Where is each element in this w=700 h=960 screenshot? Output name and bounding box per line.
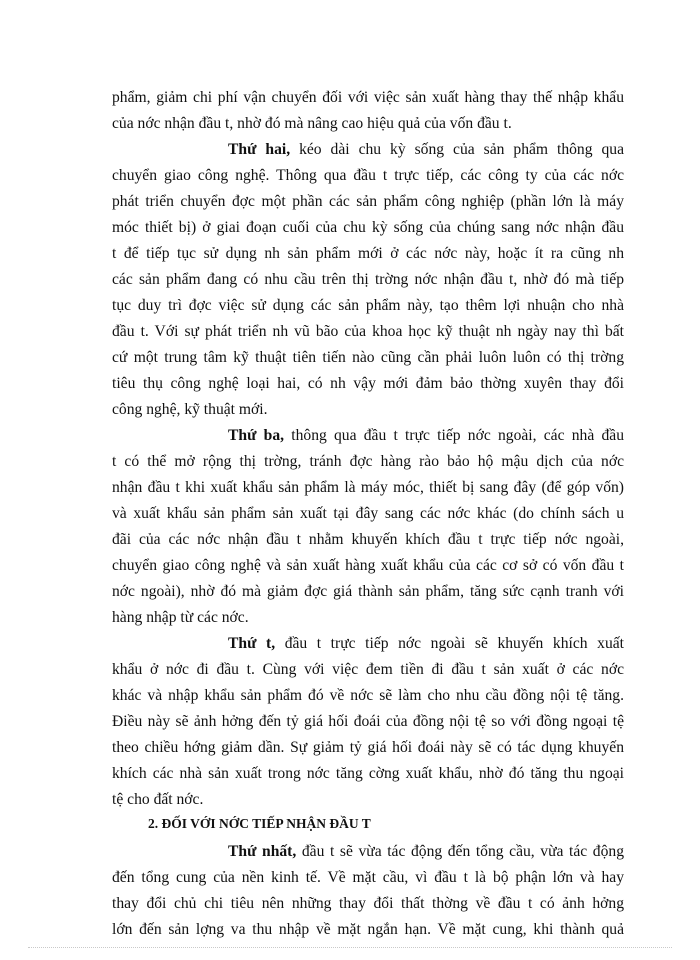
text-line: nhận đầu t khi xuất khẩu sản phẩm là máy móc, thiết bị sang đây (để góp vốn)	[112, 479, 624, 496]
text-line: theo chiều hớng giảm dần. Sự giảm tỷ giá hối đoái này sẽ có tác dụng khuyến	[112, 739, 624, 756]
text-span: kéo dài chu kỳ sống của sản phẩm thông qua	[299, 141, 625, 158]
text-line: và xuất khẩu sản phẩm sản xuất tại đây sang các nớc khác (do chính sách u	[112, 505, 624, 522]
text-line: phẩm, giảm chi phí vận chuyển đối với việc sản xuất hàng thay thế nhập khẩu	[112, 89, 624, 106]
text-line: phát triển chuyển đợc một phần các sản phẩm công nghiệp (phần lớn là máy	[112, 193, 624, 210]
text-line: của nớc nhận đầu t, nhờ đó mà nâng cao hiệu quả của vốn đầu t.	[112, 115, 512, 132]
text-line: đầu t. Với sự phát triển nh vũ bão của khoa học kỹ thuật nh ngày nay thì bất	[112, 323, 624, 340]
text-line: móc thiết bị) ở giai đoạn cuối của chu kỳ sống của chúng sang nớc nhận đầu	[112, 219, 624, 236]
text-line: tiêu thụ công nghệ loại hai, có nh vậy mới đảm bảo thờng xuyên thay đổi	[112, 375, 624, 392]
text-line: các sản phẩm đang có nhu cầu trên thị trờng nớc nhận đầu t, nhờ đó mà tiếp	[112, 271, 624, 288]
text-line: khích các nhà sản xuất trong nớc tăng cờng xuất khẩu, nhờ đó tăng thu ngoại	[112, 765, 624, 782]
paragraph-label: Thứ hai,	[228, 141, 291, 158]
text-line: đãi của các nớc nhận đầu t nhằm khuyến khích đầu t trực tiếp nớc ngoài,	[112, 531, 624, 548]
text-line: chuyển giao công nghệ và sản xuất hàng xuất khẩu của các cơ sở có vốn đầu t	[112, 557, 624, 574]
text-line: khẩu ở nớc đi đầu t. Cùng với việc đem tiền đi đầu t sản xuất ở các nớc	[112, 661, 624, 678]
text-line: tục duy trì đợc việc sử dụng các sản phẩm này, tạo thêm lợi nhuận cho nhà	[112, 297, 624, 314]
text-span: thông qua đầu t trực tiếp nớc ngoài, các nhà đầu	[291, 427, 624, 444]
page-bottom-divider	[28, 947, 672, 948]
section-heading: 2. ĐỐI VỚI NỚC TIẾP NHẬN ĐẦU T	[148, 816, 371, 831]
text-line: Điều này sẽ ảnh hởng đến tỷ giá hối đoái của đồng nội tệ so với đồng ngoại tệ	[112, 713, 624, 730]
text-line: khác và nhập khẩu sản phẩm đó về nớc sẽ làm cho nhu cầu đồng nội tệ tăng.	[112, 687, 624, 704]
text-line: đến tổng cung của nền kinh tế. Về mặt cầu, vì đầu t là bộ phận lớn và hay	[112, 869, 624, 886]
text-line: cứ một trung tâm kỹ thuật tiên tiến nào cũng cần phải luôn luôn có thị trờng	[112, 349, 624, 366]
text-line: thay đổi chủ chi tiêu nên những thay đổi thất thờng về đầu t có ảnh hởng	[112, 895, 624, 912]
text-line: t có thể mở rộng thị trờng, tránh đợc hàng rào bảo hộ mậu dịch của nớc	[112, 453, 624, 470]
paragraph-first-line	[228, 426, 624, 446]
text-line: tệ cho đất nớc.	[112, 791, 204, 808]
paragraph-first-line	[228, 140, 624, 160]
paragraph-label: Thứ nhất,	[228, 843, 297, 860]
text-span: đầu t trực tiếp nớc ngoài sẽ khuyến khích xuất	[284, 635, 624, 652]
paragraph-first-line	[228, 634, 624, 654]
text-span: đầu t sẽ vừa tác động đến tổng cầu, vừa tác động	[301, 843, 624, 860]
text-line: hàng nhập từ các nớc.	[112, 609, 249, 626]
text-line: t để tiếp tục sử dụng nh sản phẩm mới ở các nớc này, hoặc ít ra cũng nh	[112, 245, 624, 262]
text-line: nớc ngoài), nhờ đó mà giảm đợc giá thành sản phẩm, tăng sức cạnh tranh với	[112, 583, 624, 600]
text-line: lớn đến sản lợng va thu nhập về mặt ngắn hạn. Về mặt cung, khi thành quả	[112, 921, 624, 938]
paragraph-label: Thứ ba,	[228, 427, 285, 444]
paragraph-first-line	[228, 842, 624, 862]
text-line: công nghệ, kỹ thuật mới.	[112, 401, 268, 418]
paragraph-label: Thứ t,	[228, 635, 276, 652]
text-line: chuyển giao công nghệ. Thông qua đầu t trực tiếp, các công ty của các nớc	[112, 167, 624, 184]
